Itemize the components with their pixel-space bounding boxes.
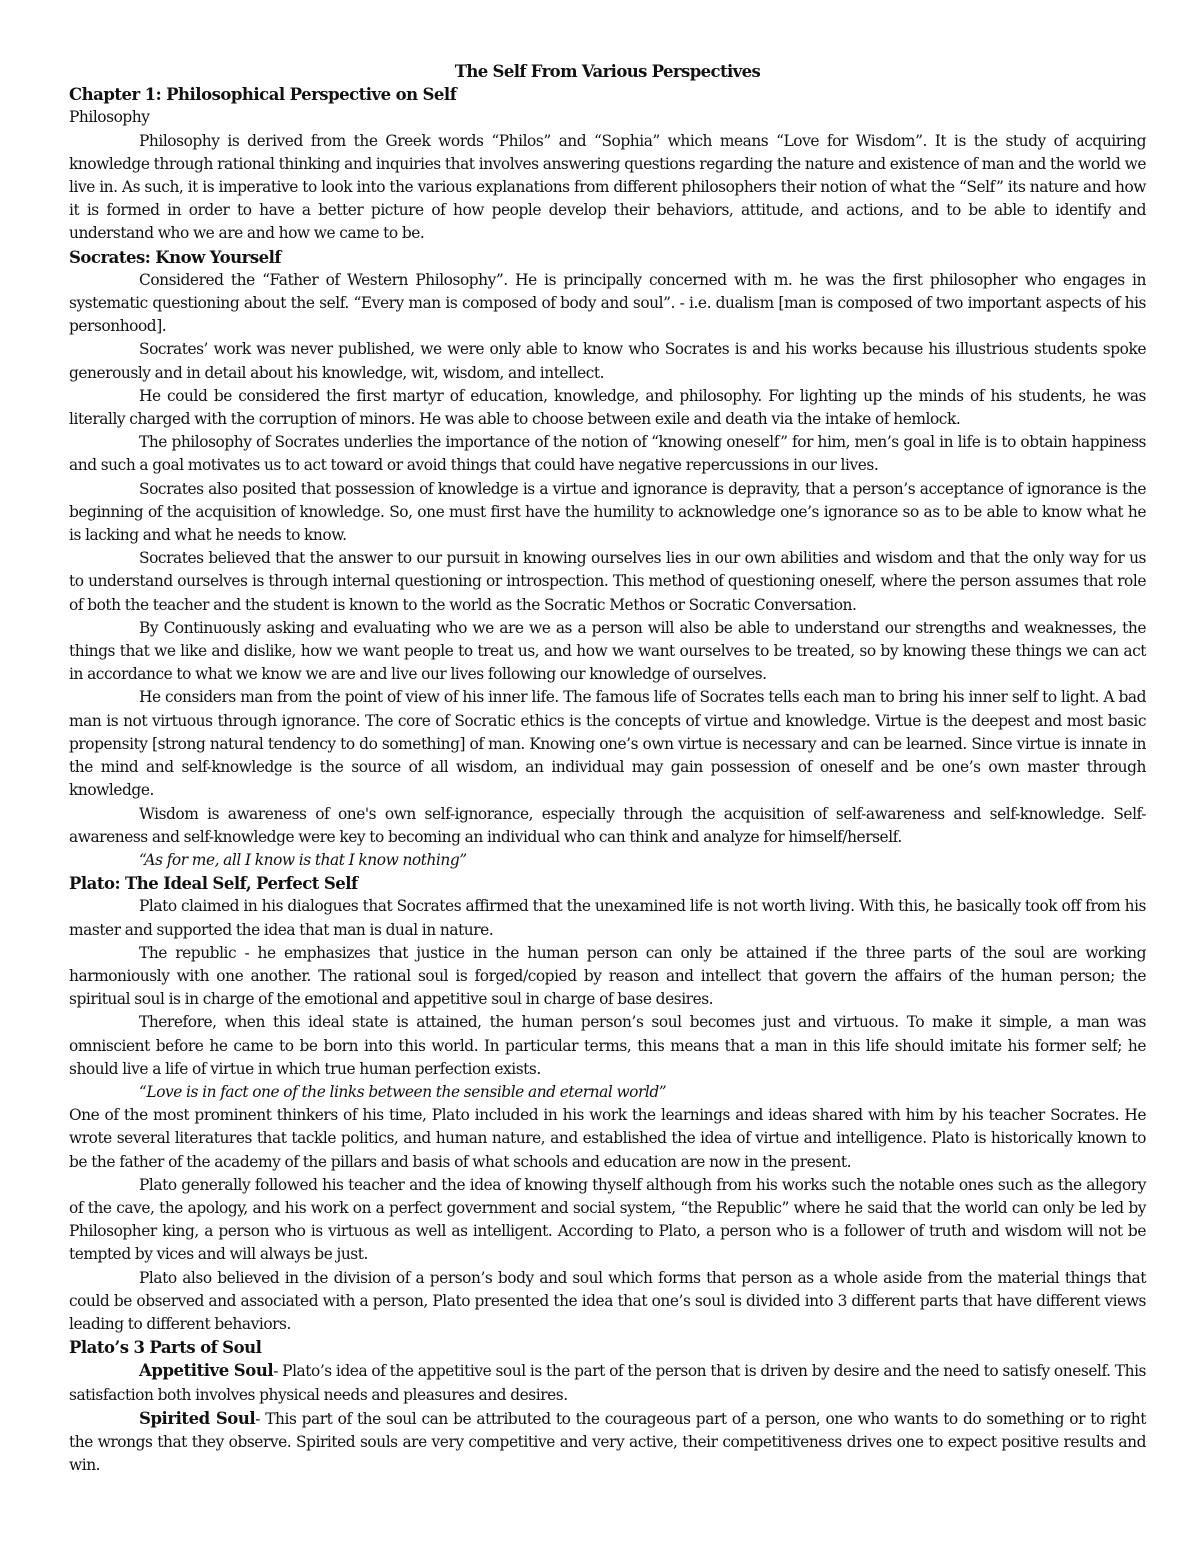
socrates-paragraph: Considered the “Father of Western Philosophy”. He is principally concerned with m. he was the first philosopher who engages in systematic questioning about the self. “Every man is composed of body and soul”. - i.e. dualism [man is composed of two important aspects of his personhood]. xyxy=(69,270,1146,336)
socrates-paragraph: He could be considered the first martyr of education, knowledge, and philosophy. For lighting up the minds of his students, he was literally charged with the corruption of minors. He was able to choose between exile and death via the intake of hemlock. xyxy=(69,386,1146,429)
plato-paragraph: Therefore, when this ideal state is attained, the human person’s soul becomes just and virtuous. To make it simple, a man was omniscient before he came to be born into this world. In particular terms, this means that a man in this life should imitate his former self; he should live a life of virtue in which true human perfection exists. xyxy=(69,1013,1146,1078)
socrates-paragraph: Socrates’ work was never published, we were only able to know who Socrates is and his works because his illustrious students spoke generously and in detail about his knowledge, wit, wisdom, and intellect. xyxy=(69,340,1146,382)
socrates-paragraph: He considers man from the point of view of his inner life. The famous life of Socrates tells each man to bring his inner self to light. A bad man is not virtuous through ignorance. The core of Socratic ethics is the concepts of virtue and knowledge. Virtue is the deepest and most basic propensity [strong natural tendency to do something] of man. Knowing one’s own virtue is necessary and can be learned. Since virtue is innate in the mind and self-knowledge is the source of all wisdom, an individual may gain possession of oneself and be one’s own master through knowledge. xyxy=(69,688,1146,800)
socrates-paragraph: By Continuously asking and evaluating who we are we as a person will also be able to understand our strengths and weaknesses, the things that we like and dislike, how we want people to treat us, and how we want ourselves to be treated, so by knowing these things we can act in accordance to what we know we are and live our lives following our knowledge of ourselves. xyxy=(69,618,1146,684)
soul-part-spirited xyxy=(69,1407,1146,1478)
soul-part-appetitive xyxy=(69,1359,1146,1406)
socrates-paragraph: Socrates believed that the answer to our pursuit in knowing ourselves lies in our own abilities and wisdom and that the only way for us to understand ourselves is through internal questioning or introspection. This method of questioning oneself, where the person assumes that role of both the teacher and the student is known to the world as the Socratic Methos or Socratic Conversation. xyxy=(69,549,1146,614)
soul-part-description: - Plato’s idea of the appetitive soul is the part of the person that is driven by desire and the need to satisfy oneself. This satisfaction both involves physical needs and pleasures and desires. xyxy=(69,1362,1147,1404)
document-title: The Self From Various Perspectives xyxy=(454,62,761,81)
soul-parts-heading: Plato’s 3 Parts of Soul xyxy=(69,1338,262,1358)
socrates-paragraph: The philosophy of Socrates underlies the importance of the notion of “knowing oneself” for him, men’s goal in life is to obtain happiness and such a goal motivates us to act toward or avoid things that could have negative repercussions in our lives. xyxy=(69,433,1146,475)
plato-quote: “Love is in fact one of the links between the sensible and eternal world” xyxy=(139,1082,667,1101)
soul-part-term: Spirited Soul xyxy=(139,1408,256,1428)
socrates-paragraph: Wisdom is awareness of one's own self-ignorance, especially through the acquisition of self-awareness and self-knowledge. Self-awareness and self-knowledge were key to becoming an individual who can think and analyze for himself/herself. xyxy=(69,804,1146,846)
plato-paragraph: Plato claimed in his dialogues that Socrates affirmed that the unexamined life is not worth living. With this, he basically took off from his master and supported the idea that man is dual in nature. xyxy=(69,897,1146,939)
socrates-heading: Socrates: Know Yourself xyxy=(69,247,281,267)
socrates-paragraph: Socrates also posited that possession of knowledge is a virtue and ignorance is depravity, that a person’s acceptance of ignorance is the beginning of the acquisition of knowledge. So, one must first have the humility to acknowledge one’s ignorance so as to be able to know what he is lacking and what he needs to know. xyxy=(69,479,1146,545)
chapter-heading: Chapter 1: Philosophical Perspective on Self xyxy=(69,85,457,105)
plato-heading: Plato: The Ideal Self, Perfect Self xyxy=(69,874,358,894)
plato-paragraph: Plato generally followed his teacher and the idea of knowing thyself although from his works such the notable ones such as the allegory of the cave, the apology, and his work on a perfect government and social system, “the Republic” where he said that the world can only be led by Philosopher king, a person who is virtuous as well as intelligent. According to Plato, a person who is a follower of truth and wisdom will not be tempted by vices and will always be just. xyxy=(69,1175,1146,1264)
soul-part-description: - This part of the soul can be attributed to the courageous part of a person, one who wants to do something or to right the wrongs that they observe. Spirited souls are very competitive and very active, their competitiveness drives one to expect positive results and win. xyxy=(69,1409,1146,1475)
soul-part-term: Appetitive Soul xyxy=(139,1361,274,1381)
plato-after-quote-paragraph: One of the most prominent thinkers of his time, Plato included in his work the learnings and ideas shared with him by his teacher Socrates. He wrote several literatures that tackle politics, and human nature, and established the idea of virtue and intelligence. Plato is historically known to be the father of the academy of the pillars and basis of what schools and education are now in the present. xyxy=(69,1106,1146,1171)
plato-paragraph: The republic - he emphasizes that justice in the human person can only be attained if the three parts of the soul are working harmoniously with one another. The rational soul is forged/copied by reason and intellect that govern the affairs of the human person; the spiritual soul is in charge of the emotional and appetitive soul in charge of base desires. xyxy=(69,943,1146,1009)
socrates-quote: “As for me, all I know is that I know nothing” xyxy=(139,850,467,869)
section-subheading-philosophy: Philosophy xyxy=(69,108,150,127)
intro-paragraph: Philosophy is derived from the Greek words “Philos” and “Sophia” which means “Love for Wisdom”. It is the study of acquiring knowledge through rational thinking and inquiries that involves answering questions regarding the nature and existence of man and the world we live in. As such, it is imperative to look into the various explanations from different philosophers their notion of what the “Self” its nature and how it is formed in order to have a better picture of how people develop their behaviors, attitude, and actions, and to be able to identify and understand who we are and how we came to be. xyxy=(69,131,1146,243)
plato-paragraph: Plato also believed in the division of a person’s body and soul which forms that person as a whole aside from the material things that could be observed and associated with a person, Plato presented the idea that one’s soul is divided into 3 different parts that have different views leading to different behaviors. xyxy=(69,1268,1146,1333)
